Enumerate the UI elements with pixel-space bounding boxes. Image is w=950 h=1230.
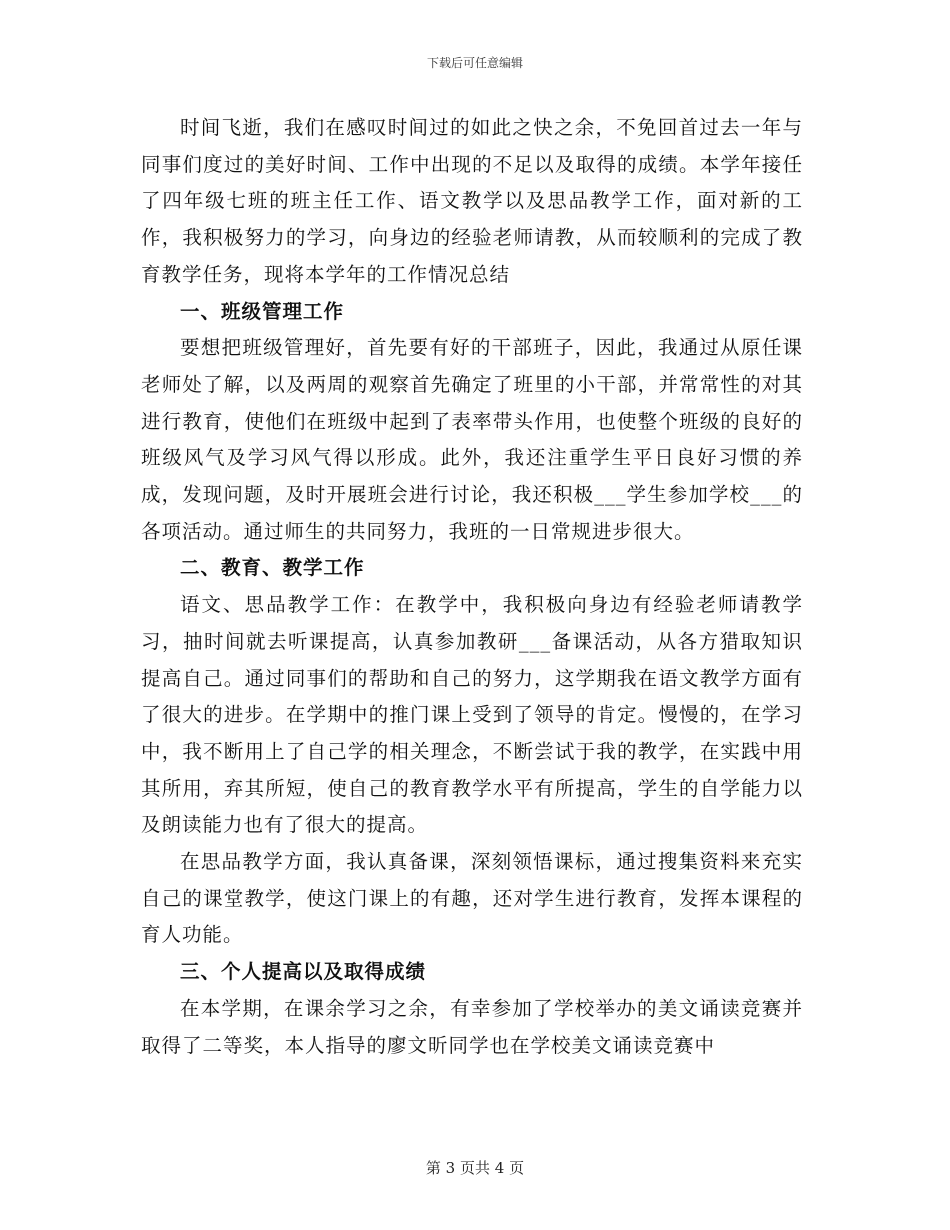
section-heading-class-management: 一、班级管理工作 — [180, 299, 345, 323]
achievements-paragraph: 在本学期，在课余学习之余，有幸参加了学校举办的美文诵读竞赛并取得了二等奖，本人指导的廖文昕同学也在学校美文诵读竞赛中 — [141, 996, 803, 1057]
section-heading-achievements: 三、个人提高以及取得成绩 — [180, 960, 427, 984]
intro-paragraph: 时间飞逝，我们在感叹时间过的如此之快之余，不免回首过去一年与同事们度过的美好时间、工作中出现的不足以及取得的成绩。本学年接任了四年级七班的班主任工作、语文教学以及思品教学工作，面对新的工作，我积极努力的学习，向身边的经验老师请教，从而较顺利的完成了教育教学任务，现将本学年的工作情况总结 — [141, 116, 803, 286]
section-heading-teaching: 二、教育、教学工作 — [180, 556, 365, 580]
class-management-paragraph: 要想把班级管理好，首先要有好的干部班子，因此，我通过从原任课老师处了解，以及两周的观察首先确定了班里的小干部，并常常性的对其进行教育，使他们在班级中起到了表率带头作用，也使整个班级的良好的班级风气及学习风气得以形成。此外，我还注重学生平日良好习惯的养成，发现问题，及时开展班会进行讨论，我还积极___学生参加学校___的各项活动。通过师生的共同努力，我班的一日常规进步很大。 — [141, 336, 803, 543]
teaching-paragraph-morality: 在思品教学方面，我认真备课，深刻领悟课标，通过搜集资料来充实自己的课堂教学，使这门课上的有趣，还对学生进行教育，发挥本课程的育人功能。 — [141, 850, 803, 947]
teaching-paragraph-chinese: 语文、思品教学工作：在教学中，我积极向身边有经验老师请教学习，抽时间就去听课提高，认真参加教研___备课活动，从各方猎取知识提高自己。通过同事们的帮助和自己的努力，这学期我在语文教学方面有了很大的进步。在学期中的推门课上受到了领导的肯定。慢慢的，在学习中，我不断用上了自己学的相关理念，不断尝试于我的教学，在实践中用其所用，弃其所短，使自己的教育教学水平有所提高，学生的自学能力以及朗读能力也有了很大的提高。 — [141, 593, 803, 837]
page-header: 下载后可任意编辑 — [426, 56, 523, 70]
page-footer: 第 3 页共 4 页 — [425, 1159, 525, 1177]
document-body — [141, 110, 803, 1064]
